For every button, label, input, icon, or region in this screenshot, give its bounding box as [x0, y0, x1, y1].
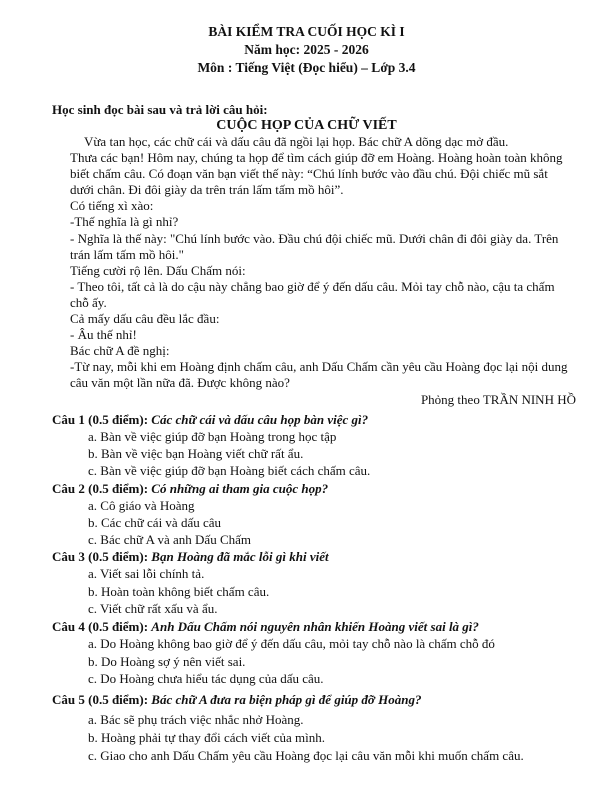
answer-option: a. Viết sai lỗi chính tả.: [88, 566, 205, 582]
question-5: [52, 691, 572, 765]
story-passage: [70, 134, 576, 408]
question-text: Anh Dấu Chấm nói nguyên nhân khiến Hoàng viết sai là gì?: [151, 619, 479, 634]
question-label: Câu 1 (0.5 điểm):: [52, 412, 149, 427]
answer-option: b. Bàn về việc bạn Hoàng viết chữ rất ẩu.: [88, 446, 304, 462]
answer-option: a. Bàn về việc giúp đỡ bạn Hoàng trong học tập: [88, 429, 337, 444]
question-4: [52, 618, 572, 688]
question-label: Câu 2 (0.5 điểm):: [52, 480, 149, 496]
question-label: Câu 3 (0.5 điểm):: [52, 549, 149, 565]
answer-option: b. Hoàn toàn không biết chấm câu.: [88, 583, 270, 599]
story-paragraph: - Theo tôi, tất cả là do cậu này chẳng bao giờ để ý đến dấu câu. Mỏi tay chỗ nào, cậu ta chấm chỗ ấy.: [70, 278, 555, 310]
answer-option: c. Viết chữ rất xấu và ẩu.: [88, 601, 218, 617]
school-year: Năm học: 2025 - 2026: [244, 42, 369, 57]
question-label: Câu 4 (0.5 điểm):: [52, 619, 149, 634]
question-title: [52, 411, 572, 428]
story-paragraph: - Nghĩa là thế này: "Chú lính bước vào. Đầu chú đội chiếc mũ. Dưới chân đi đôi giày da. Trên trán lấm tấm mồ hôi.": [70, 230, 559, 262]
story-source: Phỏng theo TRẦN NINH HỒ: [420, 391, 576, 407]
story-paragraph: -Từ nay, mỗi khi em Hoàng định chấm câu, anh Dấu Chấm cần yêu cầu Hoàng đọc lại nội dung câu văn một lần nữa đã. Được không nào?: [70, 359, 568, 391]
question-text: Có những ai tham gia cuộc họp?: [151, 480, 329, 496]
story-paragraph: Vừa tan học, các chữ cái và dấu câu đã ngồi lại họp. Bác chữ A dõng dạc mở đầu.: [84, 134, 509, 149]
answer-option: b. Do Hoàng sợ ý nên viết sai.: [88, 653, 246, 669]
instruction: Học sinh đọc bài sau và trả lời câu hỏi:: [52, 102, 268, 117]
answer-option: b. Các chữ cái và dấu câu: [88, 514, 222, 530]
question-title: [52, 618, 572, 635]
question-text: Các chữ cái và dấu câu họp bàn việc gì?: [151, 412, 369, 427]
question-label: Câu 5 (0.5 điểm):: [52, 691, 149, 707]
story-paragraph: - Âu thế nhỉ!: [70, 327, 137, 343]
question-2: [52, 480, 572, 549]
story-paragraph: Có tiếng xì xào:: [70, 198, 154, 214]
answer-option: c. Bàn về việc giúp đỡ bạn Hoàng biết cách chấm câu.: [88, 463, 371, 479]
question-list: [52, 411, 572, 765]
story-paragraph: -Thế nghĩa là gì nhỉ?: [70, 214, 179, 230]
answer-option: b. Hoàng phải tự thay đổi cách viết của mình.: [88, 729, 326, 745]
story-paragraph: Tiếng cười rộ lên. Dấu Chấm nói:: [70, 262, 246, 278]
question-text: Bạn Hoàng đã mắc lỗi gì khi viết: [151, 549, 329, 565]
answer-option: a. Bác sẽ phụ trách việc nhắc nhở Hoàng.: [88, 711, 304, 727]
answer-option: c. Bác chữ A và anh Dấu Chấm: [88, 532, 252, 548]
answer-option: a. Cô giáo và Hoàng: [88, 497, 195, 513]
question-text: Bác chữ A đưa ra biện pháp gì để giúp đỡ Hoàng?: [151, 691, 422, 707]
subject-line: Môn : Tiếng Việt (Đọc hiểu) – Lớp 3.4: [197, 60, 416, 75]
question-title: [52, 548, 572, 565]
question-title: [52, 691, 572, 708]
story-paragraph: Bác chữ A đề nghị:: [70, 343, 170, 359]
question-3: [52, 548, 572, 618]
answer-option: c. Do Hoàng chưa hiểu tác dụng của dấu câu.: [88, 671, 324, 687]
story-paragraph: Cả mấy dấu câu đều lắc đầu:: [70, 311, 220, 327]
question-1: [52, 411, 572, 480]
exam-title: BÀI KIỂM TRA CUỐI HỌC KÌ I: [208, 24, 405, 39]
question-title: [52, 480, 572, 497]
answer-option: a. Do Hoàng không bao giờ để ý đến dấu câu, mỏi tay chỗ nào là chấm chỗ đó: [88, 636, 495, 651]
answer-option: c. Giao cho anh Dấu Chấm yêu cầu Hoàng đọc lại câu văn mỗi khi muốn chấm câu.: [88, 747, 524, 763]
story-paragraph: Thưa các bạn! Hôm nay, chúng ta họp để tìm cách giúp đỡ em Hoàng. Hoàng hoàn toàn không biết chấm câu. Có đoạn văn bạn viết thế này: “Chú lính bước vào đầu chú. Đội chiếc mũ sắt dưới chân. Đi đôi giày da trên trán lấm tấm mồ hôi”.: [70, 150, 563, 198]
story-title: CUỘC HỌP CỦA CHỮ VIẾT: [216, 118, 397, 133]
